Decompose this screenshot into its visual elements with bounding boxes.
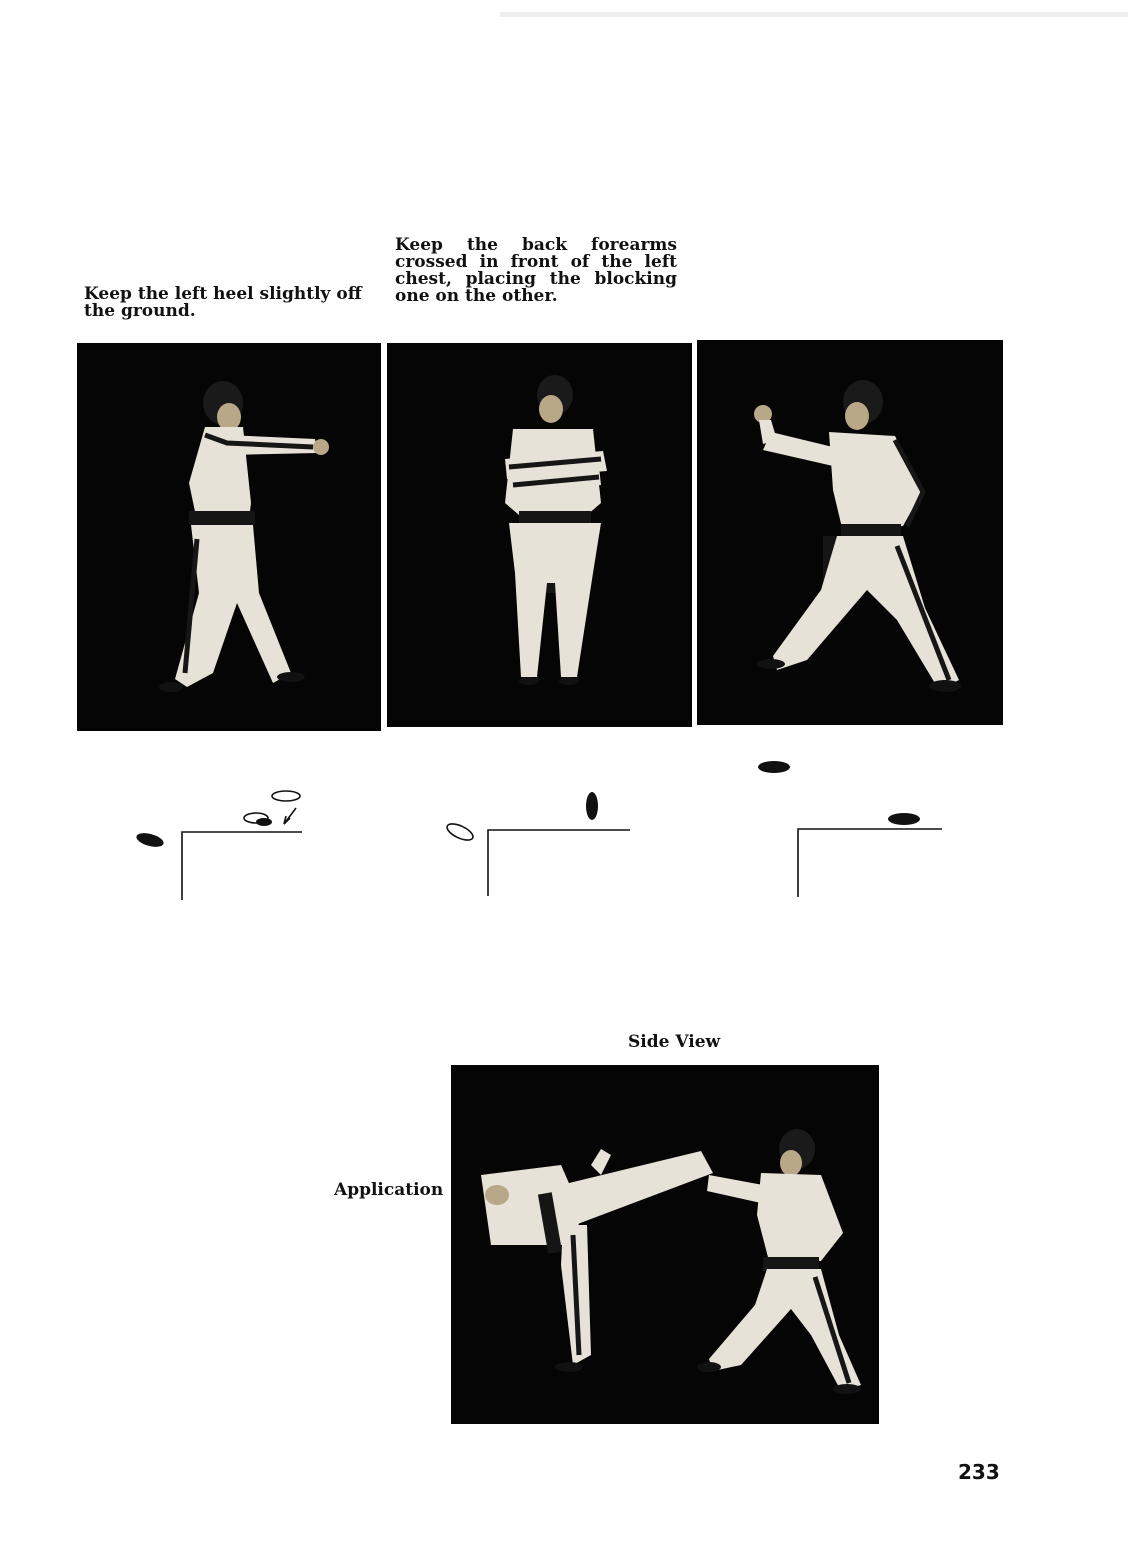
scan-edge-line — [500, 12, 1128, 17]
footwork-diagram-3 — [750, 755, 950, 900]
page-number: 233 — [958, 1460, 1000, 1484]
footwork-diagram-2 — [440, 790, 640, 900]
photo-stance-punch — [77, 343, 381, 731]
side-view-label: Side View — [628, 1032, 721, 1052]
caption-forearms: Keep the back forearms crossed in front of the left chest, placing the blocking one on the other. — [395, 235, 677, 306]
caption-left-heel: Keep the left heel slightly off the ground. — [84, 284, 362, 321]
photo-application-kick — [451, 1065, 879, 1424]
photo-back-stance — [697, 340, 1003, 725]
application-label: Application — [334, 1180, 444, 1200]
photo-crossed-forearms — [387, 343, 692, 727]
footwork-diagram-1 — [130, 780, 310, 905]
